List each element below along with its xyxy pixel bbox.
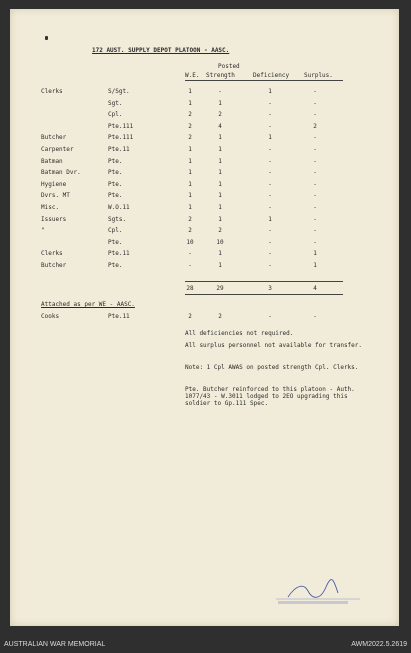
- cell-str: 1: [218, 250, 222, 258]
- cell-role: Issuers: [41, 215, 67, 223]
- totals-rule-top: [185, 281, 343, 282]
- cell-we: 1: [188, 169, 192, 177]
- cell-str: 1: [218, 204, 222, 211]
- cell-str: 2: [218, 227, 222, 235]
- cell-rank: Pte.111: [108, 122, 134, 130]
- signature-stamp: [268, 577, 368, 607]
- cell-sur: -: [313, 215, 317, 223]
- cell-we: 1: [188, 157, 192, 165]
- cell-we: 1: [188, 146, 192, 153]
- note-2: All surplus personnel not available for transfer.: [185, 342, 363, 349]
- cell-def: -: [268, 122, 272, 130]
- cell-sur: -: [313, 111, 317, 119]
- cell-role: Carpenter: [41, 146, 74, 153]
- cell-role: Batman: [41, 157, 63, 165]
- cell-rank: Pte.: [108, 157, 123, 165]
- header-we: W.E.: [185, 72, 200, 79]
- cell-role: Butcher: [41, 262, 67, 269]
- attached-we: 2: [188, 313, 192, 320]
- document-page: [10, 9, 399, 626]
- header-strength: Strength: [206, 72, 235, 79]
- cell-rank: Pte.: [108, 192, 123, 200]
- total-strength: 29: [216, 285, 224, 292]
- cell-we: 2: [188, 122, 192, 130]
- cell-role: Butcher: [41, 134, 67, 142]
- cell-def: 1: [268, 88, 272, 95]
- attached-heading: Attached as per WE - AASC.: [41, 301, 135, 308]
- cell-str: 1: [218, 169, 222, 177]
- cell-we: 2: [188, 227, 192, 235]
- cell-rank: Pte.: [108, 169, 123, 177]
- cell-we: 1: [188, 180, 192, 188]
- cell-role: Hygiene: [41, 180, 67, 188]
- cell-sur: 1: [313, 250, 317, 258]
- cell-str: 1: [218, 146, 222, 153]
- cell-sur: -: [313, 157, 317, 165]
- cell-str: 1: [218, 157, 222, 165]
- note-1: All deficiencies not required.: [185, 330, 294, 337]
- cell-def: -: [268, 227, 272, 235]
- cell-rank: S/Sgt.: [108, 88, 130, 95]
- cell-sur: -: [313, 88, 317, 95]
- total-surplus: 4: [313, 285, 317, 292]
- cell-we: 1: [188, 204, 192, 211]
- note-4: Pte. Butcher reinforced to this platoon - Auth. 1077/43 - W.3011 lodged to 2EO upgrading this soldier to Gp.111 Spec.: [185, 386, 355, 407]
- cell-def: 1: [268, 215, 272, 223]
- cell-rank: Sgt.: [108, 99, 123, 107]
- cell-rank: Pte.11: [108, 146, 130, 153]
- punch-hole: [45, 36, 48, 40]
- cell-we: 2: [188, 111, 192, 119]
- cell-role: Clerks: [41, 88, 63, 95]
- archive-footer: [0, 638, 411, 653]
- cell-sur: 1: [313, 262, 317, 269]
- cell-str: -: [218, 88, 222, 95]
- cell-def: -: [268, 99, 272, 107]
- cell-def: -: [268, 238, 272, 246]
- cell-str: 2: [218, 111, 222, 119]
- cell-rank: Pte.: [108, 262, 123, 269]
- cell-sur: 2: [313, 122, 317, 130]
- cell-rank: Pte.: [108, 180, 123, 188]
- header-rule: [185, 80, 343, 81]
- attached-deficiency: -: [268, 313, 272, 320]
- cell-sur: -: [313, 227, 317, 235]
- cell-def: -: [268, 180, 272, 188]
- cell-sur: -: [313, 192, 317, 200]
- cell-def: -: [268, 169, 272, 177]
- cell-role: Misc.: [41, 204, 60, 211]
- cell-sur: -: [313, 99, 317, 107]
- note-3: Note: 1 Cpl AWAS on posted strength Cpl. Clerks.: [185, 364, 359, 371]
- cell-str: 1: [218, 134, 222, 142]
- cell-def: -: [268, 250, 272, 258]
- header-posted: Posted: [218, 63, 240, 70]
- cell-def: -: [268, 146, 272, 153]
- cell-str: 1: [218, 192, 222, 200]
- cell-rank: Cpl.: [108, 111, 123, 119]
- cell-role: ": [41, 227, 45, 235]
- cell-def: -: [268, 262, 272, 269]
- cell-def: -: [268, 192, 272, 200]
- footer-right: AWM2022.5.2619: [351, 641, 407, 648]
- cell-str: 1: [218, 262, 222, 269]
- cell-we: -: [188, 250, 192, 258]
- cell-role: Dvrs. MT: [41, 192, 70, 200]
- cell-def: 1: [268, 134, 272, 142]
- cell-we: 1: [188, 192, 192, 200]
- cell-role: Batman Dvr.: [41, 169, 81, 177]
- cell-we: 2: [188, 134, 192, 142]
- header-surplus: Surplus.: [304, 72, 333, 79]
- cell-rank: W.O.11: [108, 204, 130, 211]
- attached-role: Cooks: [41, 313, 60, 320]
- cell-sur: -: [313, 204, 317, 211]
- cell-rank: Sgts.: [108, 215, 127, 223]
- cell-sur: -: [313, 146, 317, 153]
- cell-rank: Pte.111: [108, 134, 134, 142]
- cell-str: 1: [218, 215, 222, 223]
- total-deficiency: 3: [268, 285, 272, 292]
- attached-strength: 2: [218, 313, 222, 320]
- cell-rank: Cpl.: [108, 227, 123, 235]
- cell-we: -: [188, 262, 192, 269]
- total-we: 28: [186, 285, 194, 292]
- cell-def: -: [268, 157, 272, 165]
- totals-rule-bottom: [185, 294, 343, 295]
- cell-we: 1: [188, 99, 192, 107]
- document-title: 172 AUST. SUPPLY DEPOT PLATOON - AASC.: [92, 47, 230, 54]
- cell-rank: Pte.: [108, 238, 123, 246]
- cell-def: -: [268, 111, 272, 119]
- cell-sur: -: [313, 134, 317, 142]
- cell-we: 1: [188, 88, 192, 95]
- cell-we: 2: [188, 215, 192, 223]
- cell-sur: -: [313, 169, 317, 177]
- cell-sur: -: [313, 238, 317, 246]
- cell-role: Clerks: [41, 250, 63, 258]
- cell-str: 1: [218, 99, 222, 107]
- attached-surplus: -: [313, 313, 317, 320]
- cell-we: 10: [186, 238, 194, 246]
- attached-rank: Pte.11: [108, 313, 130, 320]
- cell-str: 10: [216, 238, 224, 246]
- cell-def: -: [268, 204, 272, 211]
- cell-rank: Pte.11: [108, 250, 130, 258]
- cell-str: 1: [218, 180, 222, 188]
- cell-str: 4: [218, 122, 222, 130]
- footer-left: AUSTRALIAN WAR MEMORIAL: [4, 641, 106, 648]
- header-deficiency: Deficiency: [253, 72, 290, 79]
- cell-sur: -: [313, 180, 317, 188]
